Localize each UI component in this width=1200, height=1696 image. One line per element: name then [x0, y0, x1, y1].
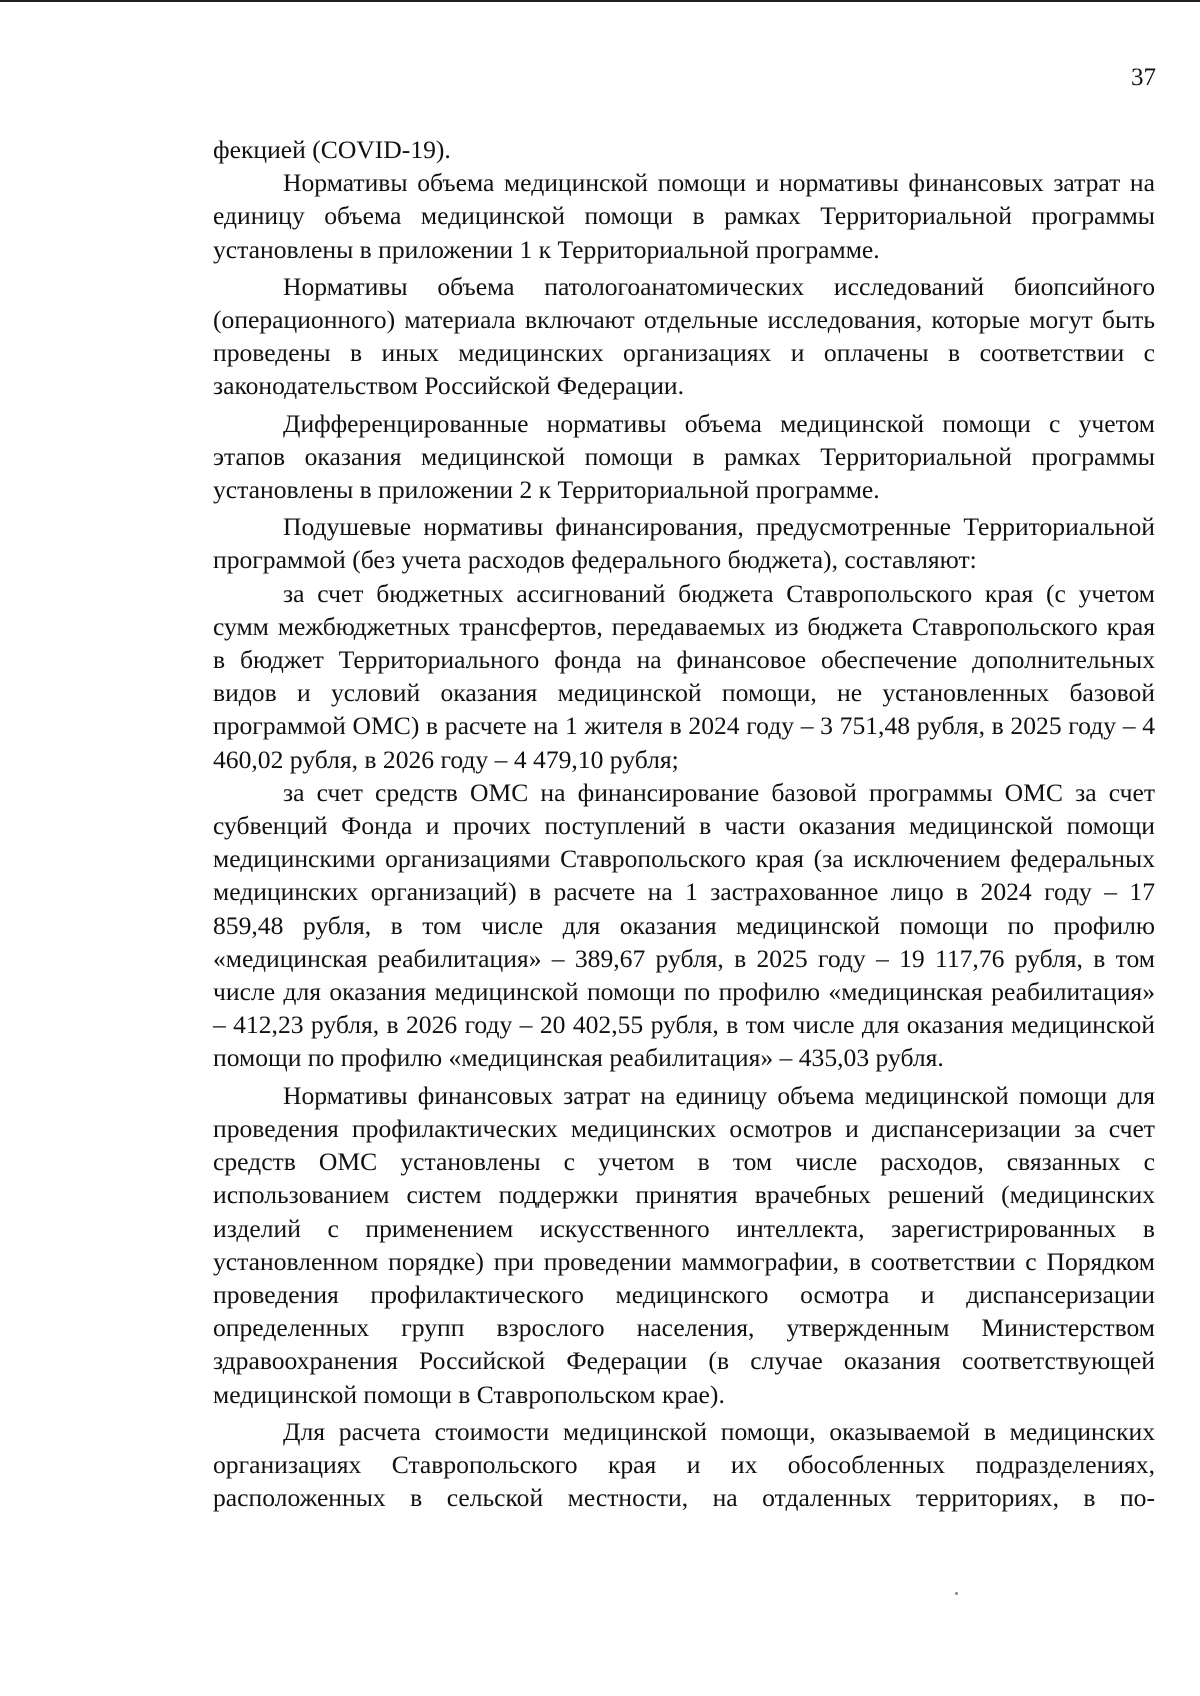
paragraph-per-capita-norms: Подушевые нормативы финансирования, предусмотренные Территориальной программой (без учета расходов федерального бюджета), составляют: — [213, 512, 1155, 575]
scan-top-edge — [0, 0, 1200, 2]
page-number: 37 — [1131, 64, 1156, 91]
paragraph-differentiated-norms: Дифференцированные нормативы объема медицинской помощи с учетом этапов оказания медицинской помощи в рамках Территориальной программы установлены в приложении 2 к Территориальной программе. — [213, 408, 1155, 505]
paragraph-pathology-norms: Нормативы объема патологоанатомических исследований биопсийного (операционного) материала включают отдельные исследования, которые могут быть проведены в иных медицинских организациях и оплачены в соответствии с законодательством Российской Федерации. — [213, 271, 1155, 401]
document-body — [213, 133, 1155, 1514]
paragraph-budget-allocations: за счет бюджетных ассигнований бюджета Ставропольского края (с учетом сумм межбюджетных трансфертов, передаваемых из бюджета Ставропольского края в бюджет Территориального фонда на финансовое обеспечение дополнительных видов и условий оказания медицинской помощи, не установленных базовой программой ОМС) в расчете на 1 жителя в 2024 году – 3 751,48 рубля, в 2025 году – 4 460,02 рубля, в 2026 году – 4 479,10 рубля; — [213, 578, 1155, 774]
scan-speck — [955, 1592, 958, 1595]
paragraph-rural-cost-calculation: Для расчета стоимости медицинской помощи, оказываемой в медицинских организациях Ставропольского края и их обособленных подразделениях, расположенных в сельской местности, на отдаленных территориях, в по- — [213, 1416, 1155, 1513]
paragraph-cost-norms-screening: Нормативы финансовых затрат на единицу объема медицинской помощи для проведения профилактических медицинских осмотров и диспансеризации за счет средств ОМС установлены с учетом в том числе расходов, связанных с использованием систем поддержки принятия врачебных решений (медицинских изделий с применением искусственного интеллекта, зарегистрированных в установленном порядке) при проведении маммографии, в соответствии с Порядком проведения профилактического медицинского осмотра и диспансеризации определенных групп взрослого населения, утвержденным Министерством здравоохранения Российской Федерации (в случае оказания соответствующей медицинской помощи в Ставропольском крае). — [213, 1080, 1155, 1409]
paragraph-continuation: фекцией (COVID-19). — [213, 135, 451, 164]
paragraph-volume-norms: Нормативы объема медицинской помощи и нормативы финансовых затрат на единицу объема медицинской помощи в рамках Территориальной программы установлены в приложении 1 к Территориальной программе. — [213, 168, 1155, 264]
paragraph-oms-funds: за счет средств ОМС на финансирование базовой программы ОМС за счет субвенций Фонда и прочих поступлений в части оказания медицинской помощи медицинскими организациями Ставропольского края (за исключением федеральных медицинских организаций) в расчете на 1 застрахованное лицо в 2024 году – 17 859,48 рубля, в том числе для оказания медицинской помощи по профилю «медицинская реабилитация» – 389,67 рубля, в 2025 году – 19 117,76 рубля, в том числе для оказания медицинской помощи по профилю «медицинская реабилитация» – 412,23 рубля, в 2026 году – 20 402,55 рубля, в том числе для оказания медицинской помощи по профилю «медицинская реабилитация» – 435,03 рубля. — [213, 777, 1155, 1073]
